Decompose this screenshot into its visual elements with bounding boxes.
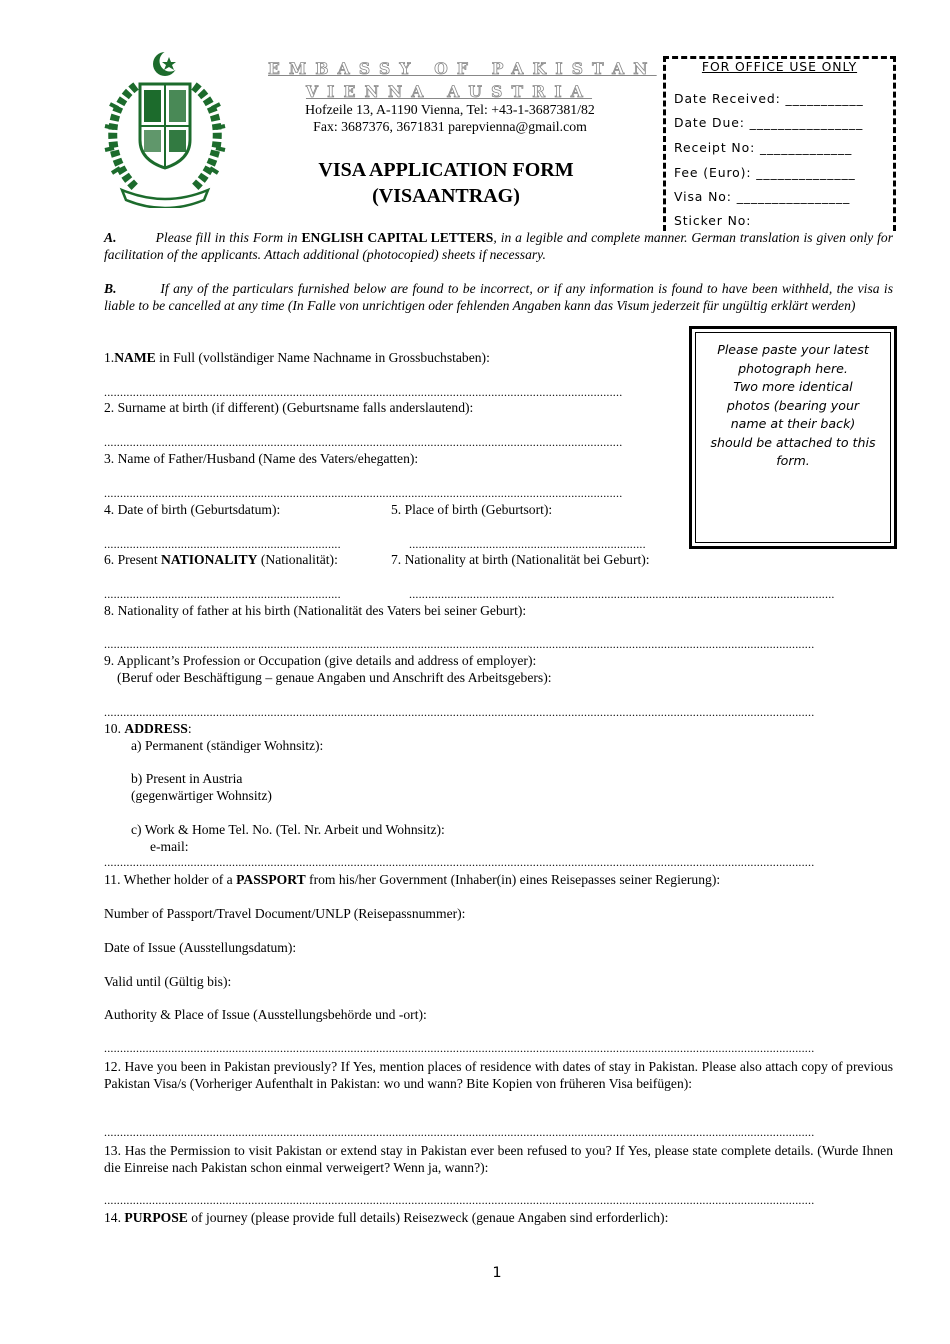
field-11-rest: from his/her Government (Inhaber(in) eines Reisepasses seiner Regierung): [305, 872, 721, 887]
photo-text-line: photos (bearing your [726, 397, 860, 413]
instruction-b-label: B. [104, 281, 117, 296]
field-1-number: 1. [104, 350, 115, 365]
photo-text-line: Two more identical [733, 379, 853, 394]
field-5-label: 5. Place of birth (Geburtsort): [391, 502, 553, 517]
field-6-text: (Nationalität): [257, 552, 338, 567]
passport-number-label: Number of Passport/Travel Document/UNLP (Reisepassnummer): [104, 906, 466, 921]
instruction-a-emphasis: ENGLISH CAPITAL LETTERS [301, 230, 494, 245]
field-6-input[interactable]: .......................................................................... [104, 587, 341, 601]
photo-instructions [695, 332, 891, 543]
field-11-label [104, 872, 720, 888]
form-title-english: VISA APPLICATION FORM [318, 159, 574, 181]
field-6-number: 6. Present [104, 552, 162, 567]
instruction-a-rest: , in a legible and complete manner. German translation is given only for facilitation of the applicants. Attach additional (photocopied) sheets if necessary. [104, 230, 893, 262]
office-use-box [663, 56, 896, 231]
page-number: 1 [492, 1265, 502, 1281]
field-13-input[interactable]: .............................................................................................................................................................................................................................. [104, 1193, 815, 1207]
field-11-text: 11. Whether holder of a [104, 872, 237, 887]
field-14-number: 14. [104, 1210, 125, 1225]
field-7-label: 7. Nationality at birth (Nationalität bei Geburt): [391, 552, 650, 567]
field-4-input[interactable]: .......................................................................... [104, 537, 341, 551]
field-5-input[interactable]: .......................................................................... [409, 537, 646, 551]
office-date-due: Date Due: ________________ [674, 115, 864, 130]
field-12-input[interactable]: .............................................................................................................................................................................................................................. [104, 1125, 815, 1139]
photo-text-line: should be attached to this [710, 434, 876, 450]
field-11-bold: PASSPORT [236, 872, 306, 887]
field-10b-label: b) Present in Austria [131, 771, 243, 786]
field-1-input[interactable]: .................................................................................................................................................................. [104, 385, 623, 399]
photo-text-line: form. [776, 453, 810, 468]
field-2-label: 2. Surname at birth (if different) (Geburtsname falls anderslautend): [104, 400, 474, 415]
instruction-a-label: A. [104, 230, 117, 245]
field-9-input[interactable]: .............................................................................................................................................................................................................................. [104, 705, 815, 719]
field-10c-label: c) Work & Home Tel. No. (Tel. Nr. Arbeit und Wohnsitz): [131, 822, 445, 837]
field-6-label [104, 552, 338, 568]
form-title-german: (VISAANTRAG) [372, 185, 520, 207]
instruction-b [104, 280, 893, 314]
instruction-a [104, 229, 893, 263]
field-11-input[interactable]: .............................................................................................................................................................................................................................. [104, 1041, 815, 1055]
field-14-text: of journey (please provide full details) Reisezweck (genaue Angaben sind erforderlich): [187, 1210, 669, 1225]
instruction-a-text: Please fill in this Form in [155, 230, 302, 245]
field-8-label: 8. Nationality of father at his birth (Nationalität des Vaters bei seiner Geburt): [104, 603, 527, 618]
office-use-title: FOR OFFICE USE ONLY [701, 59, 858, 74]
embassy-address: Hofzeile 13, A-1190 Vienna, Tel: +43-1-3687381/82 [305, 102, 595, 117]
photo-text-line: Please paste your latest [717, 342, 869, 357]
office-receipt-no: Receipt No: _____________ [674, 140, 853, 155]
field-1-label [104, 350, 490, 366]
emblem-icon [96, 48, 234, 208]
field-9-label: 9. Applicant’s Profession or Occupation (give details and address of employer): [104, 653, 537, 668]
field-1-bold: NAME [114, 350, 156, 365]
field-8-input[interactable]: .............................................................................................................................................................................................................................. [104, 637, 815, 651]
photo-box[interactable] [689, 326, 897, 549]
date-of-issue-label: Date of Issue (Ausstellungsdatum): [104, 940, 297, 955]
field-10-text: : [187, 721, 192, 736]
field-6-bold: NATIONALITY [161, 552, 258, 567]
photo-text-line: photograph here. [738, 360, 848, 376]
field-10b-label-german: (gegenwärtiger Wohnsitz) [131, 788, 272, 803]
field-1-text: in Full (vollständiger Name Nachname in Grossbuchstaben): [155, 350, 490, 365]
instruction-b-text: If any of the particulars furnished below are found to be incorrect, or if any information is found to have been withheld, the visa is liable to be cancelled at any time (In Falle von unrichtigen oder fehlenden Angaben kann das Visum jederzeit für ungültig erklärt werden) [104, 281, 893, 313]
form-title [262, 157, 630, 209]
office-date-received: Date Received: ___________ [674, 91, 864, 106]
office-sticker-no: Sticker No: [674, 213, 752, 228]
field-14-label [104, 1210, 668, 1226]
issuing-authority-label: Authority & Place of Issue (Ausstellungsbehörde und -ort): [104, 1007, 427, 1022]
field-10c-email-label: e-mail: [150, 839, 189, 854]
field-3-label: 3. Name of Father/Husband (Name des Vaters/ehegatten): [104, 451, 419, 466]
office-visa-no: Visa No: ________________ [674, 189, 851, 204]
valid-until-label: Valid until (Gültig bis): [104, 974, 232, 989]
field-9-label-german: (Beruf oder Beschäftigung – genaue Angaben und Anschrift des Arbeitsgebers): [117, 670, 552, 685]
photo-text-line: name at their back) [730, 416, 856, 431]
field-10-label [104, 721, 192, 737]
field-2-input[interactable]: .................................................................................................................................................................. [104, 435, 623, 449]
field-4-label: 4. Date of birth (Geburtsdatum): [104, 502, 281, 517]
field-7-input[interactable]: ..................................................................................................................................... [409, 587, 835, 601]
field-10-bold: ADDRESS [124, 721, 188, 736]
field-10a-label: a) Permanent (ständiger Wohnsitz): [131, 738, 324, 753]
field-10-number: 10. [104, 721, 125, 736]
field-10-input[interactable]: .............................................................................................................................................................................................................................. [104, 855, 815, 869]
field-3-input[interactable]: .................................................................................................................................................................. [104, 486, 623, 500]
office-fee: Fee (Euro): ______________ [674, 165, 856, 180]
embassy-city: VIENNA AUSTRIA [305, 82, 593, 101]
embassy-fax-email: Fax: 3687376, 3671831 parepvienna@gmail.com [313, 119, 587, 134]
field-13-label: 13. Has the Permission to visit Pakistan or extend stay in Pakistan ever been refused to you? If Yes, please state complete details. (Wurde Ihnen die Einreise nach Pakistan schon einmal verweigert? Wenn ja, wann?): [104, 1143, 893, 1175]
field-12-label: 12. Have you been in Pakistan previously? If Yes, mention places of residence with dates of stay in Pakistan. Please also attach copy of previous Pakistan Visa/s (Vorheriger Aufenthalt in Pakistan: wo und wann? Bite Kopien von früheren Visa beifügen): [104, 1059, 893, 1091]
field-14-bold: PURPOSE [124, 1210, 188, 1225]
embassy-name: EMBASSY OF PAKISTAN [268, 59, 657, 78]
pakistan-emblem [96, 48, 234, 208]
